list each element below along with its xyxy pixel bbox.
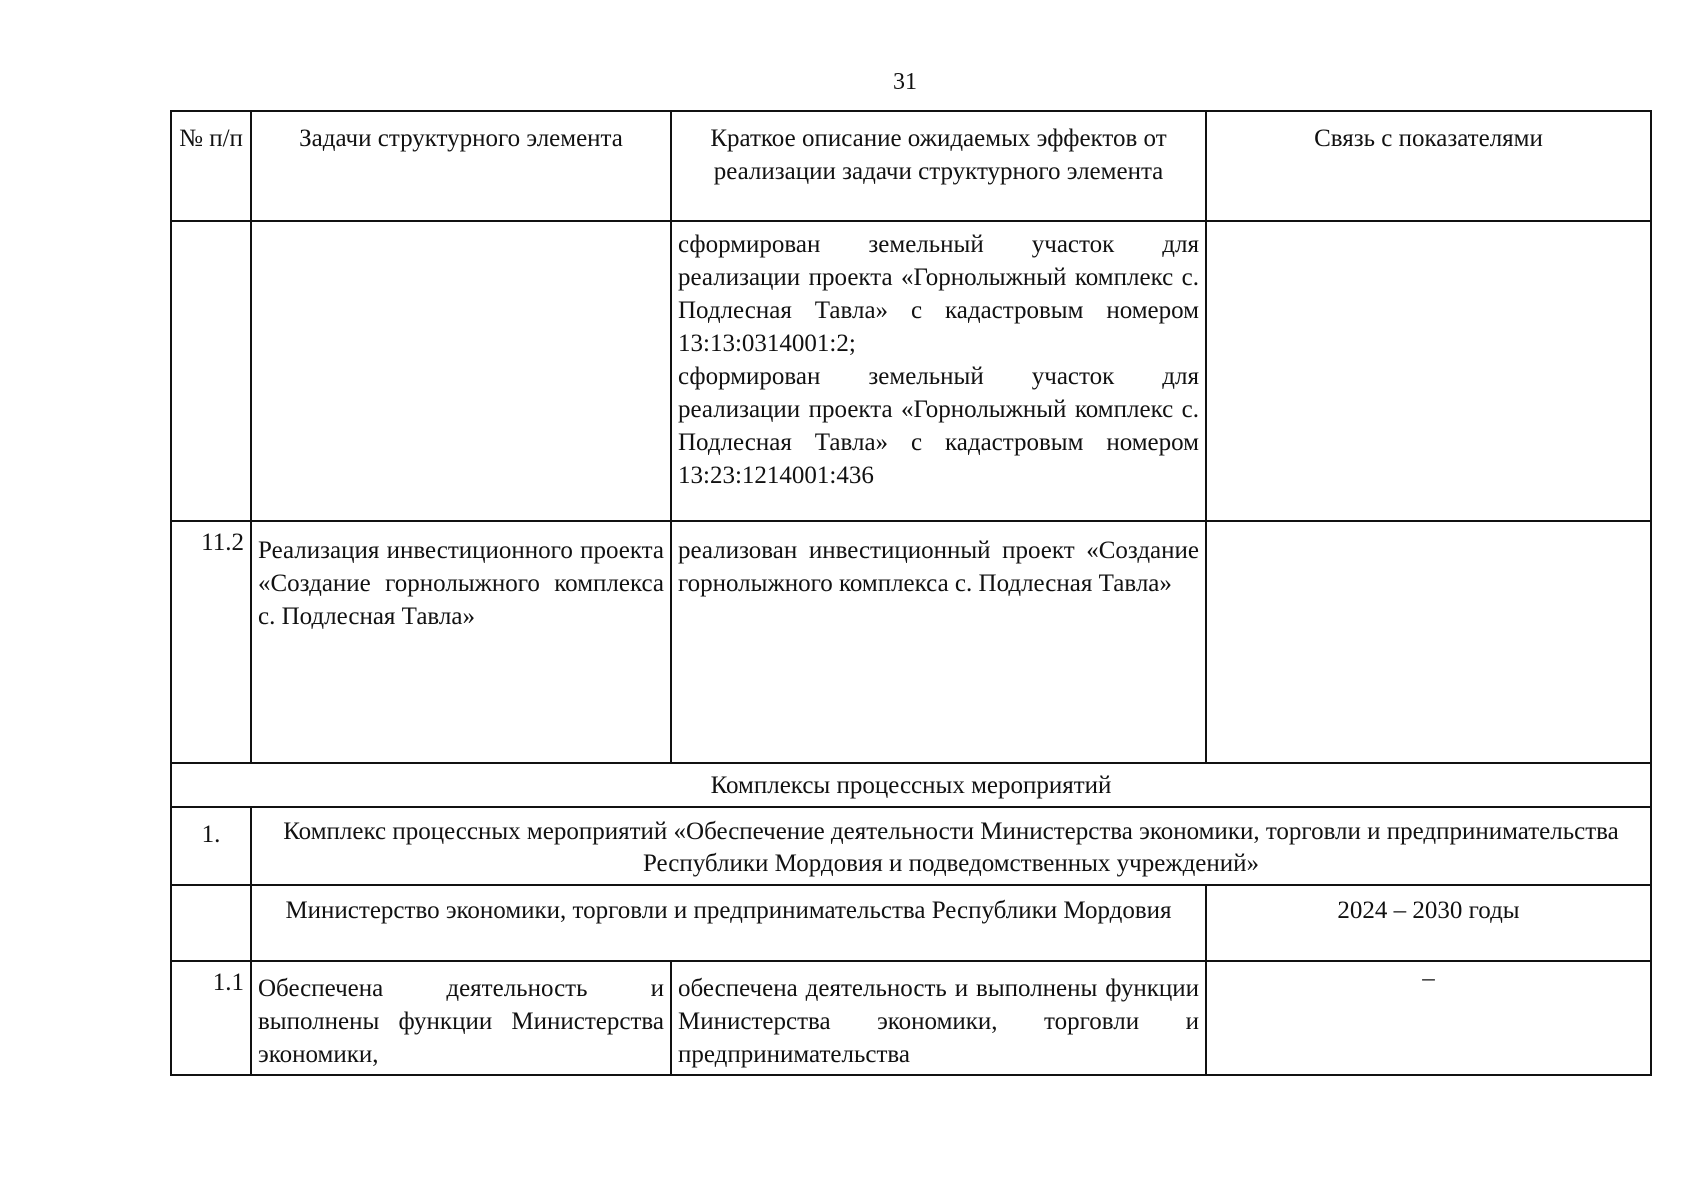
effect-item: сформирован земельный участок для реализации проекта «Горнолыжный комплекс с. Подлесная Тавла» с кадастровым номером 13:23:1214001:436 [678,363,1199,489]
complex-num: 1. [171,807,251,885]
table-row [171,961,1651,1075]
row-indicators: – [1206,961,1651,1075]
responsible-org: Министерство экономики, торговли и предпринимательства Республики Мордовия [251,885,1206,961]
header-tasks: Задачи структурного элемента [251,111,671,221]
responsible-row [171,885,1651,961]
row-num: 1.1 [171,961,251,1075]
page-number: 31 [893,69,917,95]
complex-row [171,807,1651,885]
row-effects [671,221,1206,521]
row-num: 11.2 [171,521,251,763]
table-row [171,521,1651,763]
row-indicators [1206,221,1651,521]
table-row [171,221,1651,521]
header-indicators: Связь с показателями [1206,111,1651,221]
row-effects: обеспечена деятельность и выполнены функции Министерства экономики, торговли и предпринимательства [671,961,1206,1075]
section-row [171,763,1651,807]
table-header-row [171,111,1651,221]
structural-elements-table [170,110,1652,1076]
complex-title: Комплекс процессных мероприятий «Обеспечение деятельности Министерства экономики, торговли и предпринимательства Республики Мордовия и подведомственных учреждений» [251,807,1651,885]
responsible-period: 2024 – 2030 годы [1206,885,1651,961]
header-effects: Краткое описание ожидаемых эффектов от реализации задачи структурного элемента [671,111,1206,221]
responsible-num [171,885,251,961]
row-task: Реализация инвестиционного проекта «Создание горнолыжного комплекса с. Подлесная Тавла» [251,521,671,763]
header-num: № п/п [171,111,251,221]
effect-item: сформирован земельный участок для реализации проекта «Горнолыжный комплекс с. Подлесная Тавла» с кадастровым номером 13:13:0314001:2; [678,231,1199,357]
row-task: Обеспечена деятельность и выполнены функции Министерства экономики, [251,961,671,1075]
section-title: Комплексы процессных мероприятий [171,763,1651,807]
row-indicators [1206,521,1651,763]
row-task [251,221,671,521]
row-num [171,221,251,521]
row-effects: реализован инвестиционный проект «Создание горнолыжного комплекса с. Подлесная Тавла» [671,521,1206,763]
